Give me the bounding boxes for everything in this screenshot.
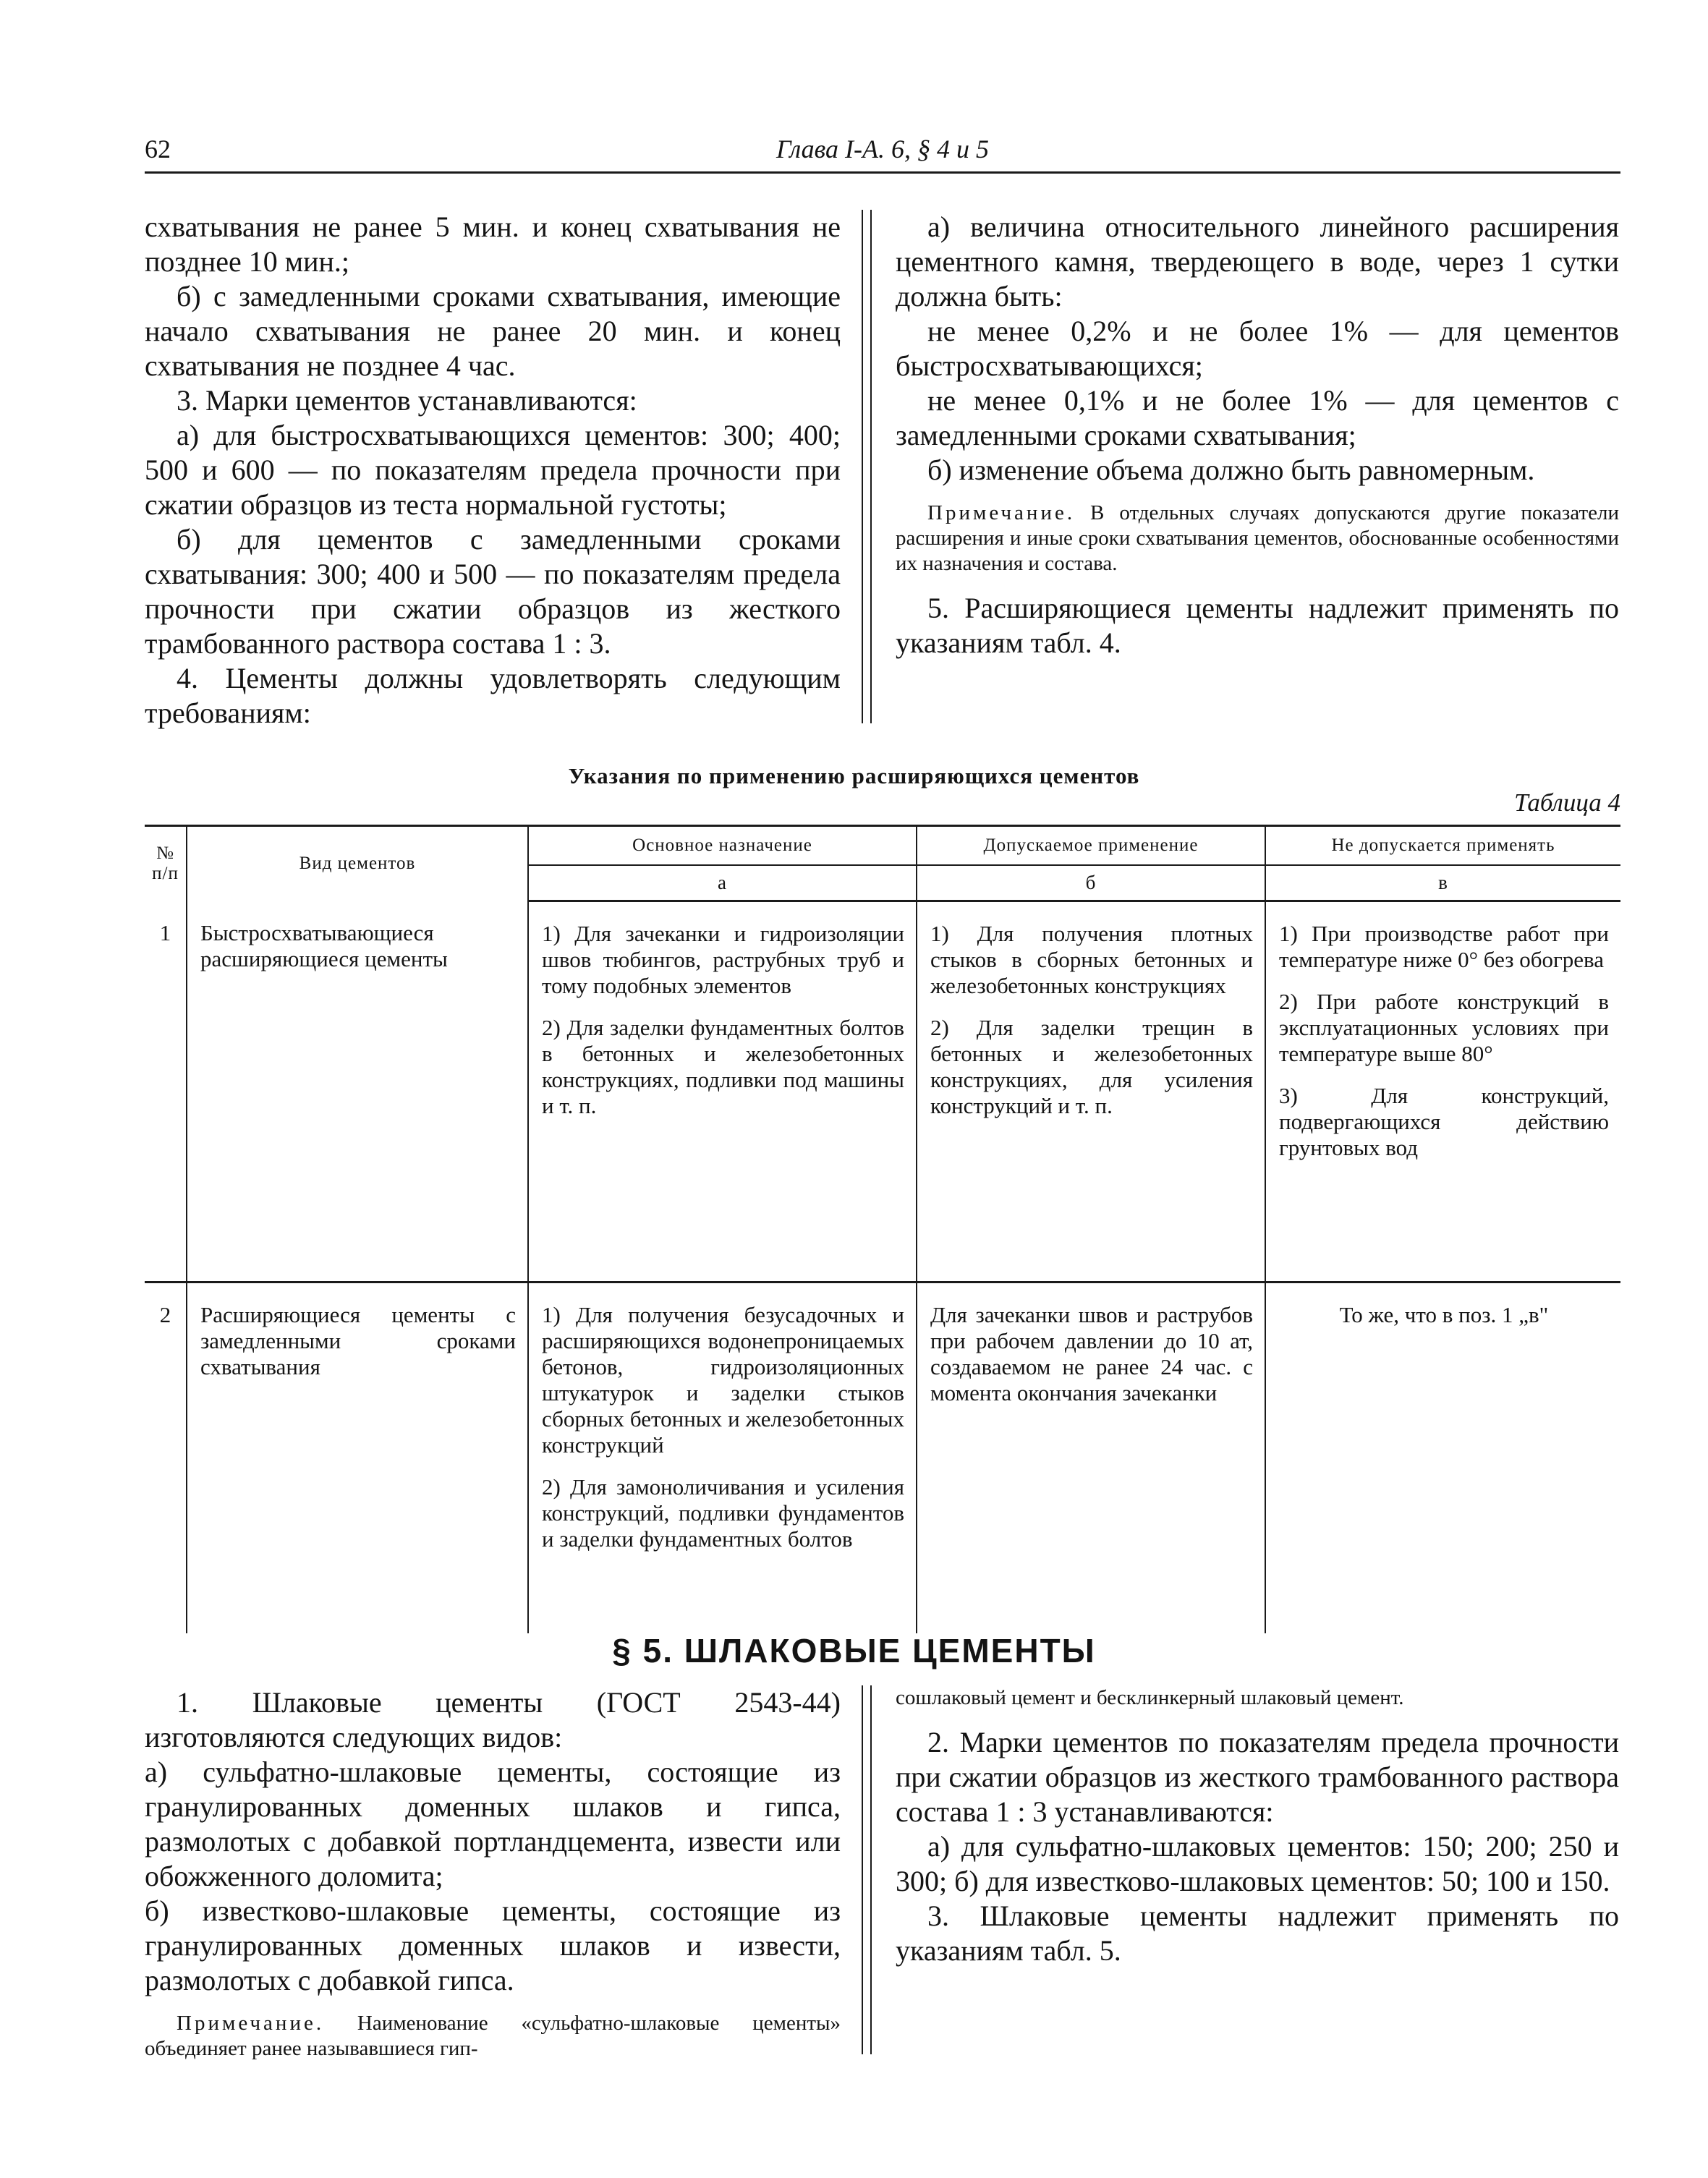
list-item: 1) Для получения безусадочных и расширяющихся водонепроницаемых бетонов, гидроизоляционных штукатурок и заделки стыков сборных бетонных и железобетонных конструкций: [542, 1302, 904, 1458]
header-num: № п/п: [145, 826, 187, 901]
column-divider: [862, 210, 872, 723]
paragraph: а) для быстросхватывающихся цементов: 300; 400; 500 и 600 — по показателям предела прочности при сжатии образцов из теста нормальной густоты;: [145, 419, 841, 521]
list-item: 2) Для заделки трещин в бетонных и железобетонных конструкциях, для усиления конструкций и т. п.: [930, 1015, 1253, 1118]
note-label: Примечание.: [927, 501, 1076, 524]
note: [896, 501, 1619, 577]
cell-forbidden: [1265, 901, 1620, 1282]
cell-forbidden: [1265, 1282, 1620, 1634]
paragraph: а) для сульфатно-шлаковых цементов: 150; 200; 250 и 300; б) для известково-шлаковых цементов: 50; 100 и 150.: [896, 1830, 1619, 1897]
cell-type: Расширяющиеся цементы с замедленными сроками схватывания: [187, 1282, 528, 1634]
paragraph: 3. Марки цементов устанавливаются:: [177, 384, 637, 417]
list-item: 1) Для зачеканки и гидроизоляции швов тюбингов, раструбных труб и тому подобных элементов: [542, 921, 904, 998]
paragraph: б) для цементов с замедленными сроками схватывания: 300; 400 и 500 — по показателям предела прочности при сжатии образцов из жесткого трамбованного раствора состава 1 : 3.: [145, 523, 841, 660]
list-item: 2) При работе конструкций в эксплуатационных условиях при температуре выше 80°: [1279, 989, 1609, 1066]
cell-num: 2: [145, 1282, 187, 1634]
list-item: Для зачеканки швов и раструбов при рабочем давлении до 10 ат, создаваемом не ранее 24 час. с момента окончания зачеканки: [930, 1302, 1253, 1405]
paragraph: 3. Шлаковые цементы надлежит применять по указаниям табл. 5.: [896, 1900, 1619, 1967]
section-heading: § 5. ШЛАКОВЫЕ ЦЕМЕНТЫ: [612, 1632, 1096, 1669]
cell-num: 1: [145, 901, 187, 1282]
cell-main: [528, 1282, 917, 1634]
paragraph: б) изменение объема должно быть равномерным.: [927, 454, 1535, 486]
cell-allowed: [917, 1282, 1265, 1634]
list-item: 3) Для конструкций, подвергающихся действию грунтовых вод: [1279, 1083, 1609, 1160]
column-divider: [862, 1685, 872, 2054]
header-type: Вид цементов: [187, 826, 528, 901]
paragraph: а) сульфатно-шлаковые цементы, состоящие из гранулированных доменных шлаков и гипса, размолотых с добавкой портландцемента, извести или обожженного доломита;: [145, 1756, 841, 1892]
paragraph: не менее 0,2% и не более 1% — для цементов быстросхватывающихся;: [896, 315, 1619, 382]
header-letter-c: в: [1265, 865, 1620, 901]
running-head: [145, 134, 1620, 170]
list-item: 1) При производстве работ при температуре ниже 0° без обогрева: [1279, 921, 1609, 972]
chapter-title: Глава I-А. 6, § 4 и 5: [776, 135, 990, 163]
paragraph: 4. Цементы должны удовлетворять следующим требованиям:: [145, 662, 841, 729]
bottom-left-column: [145, 1685, 841, 2062]
top-right-column: [896, 210, 1619, 660]
paragraph: не менее 0,1% и не более 1% — для цементов с замедленными сроками схватывания;: [896, 384, 1619, 451]
list-item: 2) Для заделки фундаментных болтов в бетонных и железобетонных конструкциях, подливки под машины и т. п.: [542, 1015, 904, 1118]
note: [145, 2011, 841, 2062]
paragraph: б) с замедленными сроками схватывания, имеющие начало схватывания не ранее 20 мин. и конец схватывания не позднее 4 час.: [145, 280, 841, 382]
note-label: Примечание.: [177, 2012, 325, 2035]
table-4: [145, 825, 1620, 1633]
bottom-right-column: [896, 1685, 1619, 1968]
paragraph: б) известково-шлаковые цементы, состоящие из гранулированных доменных шлаков и извести, размолотых с добавкой гипса.: [145, 1894, 841, 1996]
table-row: [145, 901, 1620, 1282]
table-caption: Указания по применению расширяющихся цементов: [568, 763, 1140, 788]
table-label: Таблица 4: [1514, 788, 1620, 817]
note-text: Наименование «сульфатно-шлаковые цементы» объединяет ранее называвшиеся гип-: [145, 2012, 841, 2060]
header-main: Основное назначение: [528, 826, 917, 866]
cell-allowed: [917, 901, 1265, 1282]
cell-type: Быстросхватывающиеся расширяющиеся цементы: [187, 901, 528, 1282]
paragraph: 1. Шлаковые цементы (ГОСТ 2543-44) изготовляются следующих видов:: [145, 1686, 841, 1753]
header-letter-b: б: [917, 865, 1265, 901]
note-continuation: сошлаковый цемент и бесклинкерный шлаковый цемент.: [896, 1686, 1404, 1709]
note-text: В отдельных случаях допускаются другие показатели расширения и иные сроки схватывания цементов, обоснованные особенностями их назначения и состава.: [896, 501, 1620, 575]
paragraph: а) величина относительного линейного расширения цементного камня, твердеющего в воде, через 1 сутки должна быть:: [896, 210, 1619, 312]
page-number: 62: [145, 135, 171, 163]
top-left-column: [145, 210, 841, 731]
cell-main: [528, 901, 917, 1282]
paragraph: схватывания не ранее 5 мин. и конец схватывания не позднее 10 мин.;: [145, 210, 841, 278]
list-item: 1) Для получения плотных стыков в сборных бетонных и железобетонных конструкциях: [930, 921, 1253, 998]
list-item: То же, что в поз. 1 „в": [1339, 1302, 1549, 1327]
table-row: [145, 1282, 1620, 1634]
paragraph: 5. Расширяющиеся цементы надлежит применять по указаниям табл. 4.: [896, 592, 1619, 659]
header-rule: [145, 171, 1620, 174]
header-allowed: Допускаемое применение: [917, 826, 1265, 866]
header-forbidden: Не допускается применять: [1265, 826, 1620, 866]
paragraph: 2. Марки цементов по показателям предела прочности при сжатии образцов из жесткого трамбованного раствора состава 1 : 3 устанавливаются:: [896, 1726, 1619, 1828]
header-letter-a: а: [528, 865, 917, 901]
list-item: 2) Для замоноличивания и усиления конструкций, подливки фундаментов и заделки фундаментных болтов: [542, 1474, 904, 1552]
